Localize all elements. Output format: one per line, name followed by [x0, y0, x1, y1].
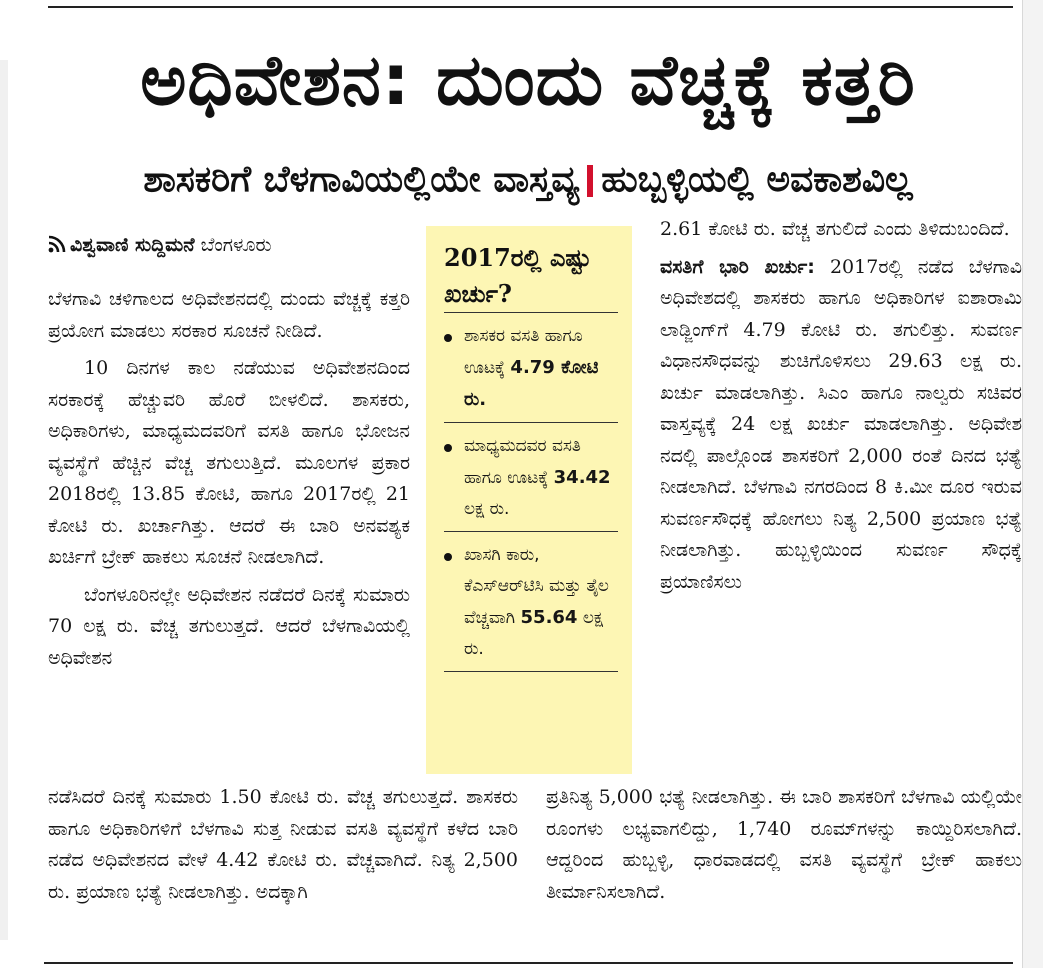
page-right-margin [1022, 0, 1043, 968]
column-3-body: 2017ರಲ್ಲಿ ನಡೆದ ಬೆಳಗಾವಿ ಅಧಿವೇಶದಲ್ಲಿ ಶಾಸಕರು ಹಾಗೂ ಅಧಿಕಾರಿಗಳ ಐಶಾರಾಮಿ ಲಾಡ್ಜಿಂಗ್‌ಗೆ 4.79 ಕೋಟಿ ರು. ತಗುಲಿತ್ತು. ಸುವರ್ಣ ವಿಧಾನಸೌಧವನ್ನು ಶುಚಿಗೊಳಿಸಲು 29.63 ಲಕ್ಷ ರು. ಖರ್ಚು ಮಾಡಲಾಗಿತ್ತು. ಸಿಎಂ ಹಾಗೂ ನಾಲ್ವರು ಸಚಿವರ ವಾಸ್ತವ್ಯಕ್ಕೆ 24 ಲಕ್ಷ ಖರ್ಚು ಮಾಡಲಾಗಿತ್ತು. ಅಧಿವೇಶ ನದಲ್ಲಿ ಪಾಲ್ಗೊಂಡ ಶಾಸಕರಿಗೆ 2,000 ರಂತೆ ದಿನದ ಭತ್ಯೆ ನೀಡಲಾಗಿದೆ. ಬೆಳಗಾವಿ ನಗರದಿಂದ 8 ಕಿ.ಮೀ ದೂರ ಇರುವ ಸುವರ್ಣಸೌಧಕ್ಕೆ ಹೋಗಲು ನಿತ್ಯ 2,500 ಪ್ರಯಾಣ ಭತ್ಯೆ ನೀಡಲಾಗಿತ್ತು. ಹುಬ್ಬಳ್ಳಿಯಿಂದ ಸುವರ್ಣ ಸೌಧಕ್ಕೆ ಪ್ರಯಾಣಿಸಲು [660, 255, 1022, 593]
infobox-item [444, 422, 618, 531]
infobox-item-text: ಶಾಸಕರ ವಸತಿ ಹಾಗೂ ಊಟಕ್ಕೆ [464, 326, 583, 378]
column-3-lead: ವಸತಿಗೆ ಭಾರಿ ಖರ್ಚು: [660, 255, 815, 278]
page-left-shadow [0, 60, 8, 940]
column-1-paragraph-1: ಬೆಳಗಾವಿ ಚಳಿಗಾಲದ ಅಧಿವೇಶನದಲ್ಲಿ ದುಂದು ವೆಚ್ಚಕ್ಕೆ ಕತ್ತರಿ ಪ್ರಯೋಗ ಮಾಡಲು ಸರಕಾರ ಸೂಚನೆ ನೀಡಿದೆ. [48, 288, 410, 342]
column-3-continued [546, 782, 1022, 908]
bullet-icon [444, 553, 452, 561]
infobox-item-suffix: ಲಕ್ಷ ರು. [464, 608, 604, 659]
rss-feed-icon [48, 235, 66, 253]
infobox [426, 226, 632, 774]
infobox-item-amount: 55.64 [520, 607, 578, 628]
bottom-left-paragraph: ನಡೆಸಿದರೆ ದಿನಕ್ಕೆ ಸುಮಾರು 1.50 ಕೋಟಿ ರು. ವೆಚ್ಚ ತಗುಲುತ್ತದೆ. ಶಾಸಕರು ಹಾಗೂ ಅಧಿಕಾರಿಗಳಿಗೆ ಬೆಳಗಾವಿ ಸುತ್ತ ನೀಡುವ ವಸತಿ ವ್ಯವಸ್ಥೆಗೆ ಕಳೆದ ಬಾರಿ ನಡೆದ ಅಧಿವೇಶನದ ವೇಳೆ 4.42 ಕೋಟಿ ರು. ವೆಚ್ಚವಾಗಿದೆ. ನಿತ್ಯ 2,500 ರು. ಪ್ರಯಾಣ ಭತ್ಯೆ ನೀಡಲಾಗಿತ್ತು. ಅದಕ್ಕಾಗಿ [48, 786, 518, 903]
byline-source: ವಿಶ್ವವಾಣಿ ಸುದ್ದಿಮನೆ [70, 234, 195, 256]
infobox-item-amount: 34.42 [553, 467, 611, 488]
infobox-item-amount: 4.79 ಕೋಟಿ ರು. [464, 357, 599, 410]
infobox-item [444, 312, 618, 422]
column-3-paragraph-2 [660, 252, 1022, 599]
bottom-right-paragraph: ಪ್ರತಿನಿತ್ಯ 5,000 ಭತ್ಯೆ ನೀಡಲಾಗಿತ್ತು. ಈ ಬಾರಿ ಶಾಸಕರಿಗೆ ಬೆಳಗಾವಿ ಯಲ್ಲಿಯೇ ರೂಂಗಳು ಲಭ್ಯವಾಗಲಿದ್ದು, 1,740 ರೂಮ್‌ಗಳನ್ನು ಕಾಯ್ದಿರಿಸಲಾಗಿದೆ. ಆದ್ದರಿಂದ ಹುಬ್ಬಳ್ಳಿ, ಧಾರವಾಡದಲ್ಲಿ ವಸತಿ ವ್ಯವಸ್ಥೆಗೆ ಬ್ರೇಕ್ ಹಾಕಲು ತೀರ್ಮಾನಿಸಲಾಗಿದೆ. [546, 786, 1022, 903]
subheadline-right: ಹುಬ್ಬಳ್ಳಿಯಲ್ಲಿ ಅವಕಾಶವಿಲ್ಲ [601, 159, 913, 200]
top-rule [48, 6, 1013, 8]
column-3 [660, 214, 1022, 598]
infobox-title: 2017ರಲ್ಲಿ ಎಷ್ಟು ಖರ್ಚು? [444, 243, 592, 308]
infobox-item-suffix: ಲಕ್ಷ ರು. [464, 499, 510, 519]
byline-place: ಬೆಂಗಳೂರು [200, 234, 272, 256]
subheadline-separator [587, 165, 593, 197]
infobox-item [444, 531, 618, 671]
column-1-paragraph-2: 10 ದಿನಗಳ ಕಾಲ ನಡೆಯುವ ಅಧಿವೇಶನದಿಂದ ಸರಕಾರಕ್ಕೆ ಹೆಚ್ಚುವರಿ ಹೊರೆ ಬೀಳಲಿದೆ. ಶಾಸಕರು, ಅಧಿಕಾರಿಗಳು, ಮಾಧ್ಯಮದವರಿಗೆ ವಸತಿ ಹಾಗೂ ಭೋಜನ ವ್ಯವಸ್ಥೆಗೆ ಹೆಚ್ಚಿನ ವೆಚ್ಚ ತಗುಲುತ್ತಿದೆ. ಮೂಲಗಳ ಪ್ರಕಾರ 2018ರಲ್ಲಿ 13.85 ಕೋಟಿ, ಹಾಗೂ 2017ರಲ್ಲಿ 21 ಕೋಟಿ ರು. ಖರ್ಚಾಗಿತ್ತು. ಆದರೆ ಈ ಬಾರಿ ಅನವಶ್ಯಕ ಖರ್ಚಿಗೆ ಬ್ರೇಕ್ ಹಾಕಲು ಸೂಚನೆ ನೀಡಲಾಗಿದೆ. [48, 357, 410, 568]
bullet-icon [444, 334, 452, 342]
bottom-rule [44, 962, 1013, 964]
column-1-paragraph-3: ಬೆಂಗಳೂರಿನಲ್ಲೇ ಅಧಿವೇಶನ ನಡೆದರೆ ದಿನಕ್ಕೆ ಸುಮಾರು 70 ಲಕ್ಷ ರು. ವೆಚ್ಚ ತಗುಲುತ್ತದೆ. ಆದರೆ ಬೆಳಗಾವಿಯಲ್ಲಿ ಅಧಿವೇಶನ [48, 583, 410, 669]
infobox-item-text: ಖಾಸಗಿ ಕಾರು, ಕೆಎಸ್‌ಆರ್‌ಟಿಸಿ ಮತ್ತು ತೈಲ ವೆಚ್ಚವಾಗಿ [464, 545, 609, 628]
headline: ಅಧಿವೇಶನ: ದುಂದು ವೆಚ್ಚಕ್ಕೆ ಕತ್ತರಿ [140, 39, 916, 121]
byline [48, 232, 418, 258]
infobox-item-text: ಮಾಧ್ಯಮದವರ ವಸತಿ ಹಾಗೂ ಊಟಕ್ಕೆ [464, 436, 581, 488]
column-3-paragraph-1: 2.61 ಕೋಟಿ ರು. ವೆಚ್ಚ ತಗುಲಿದೆ ಎಂದು ತಿಳಿದುಬಂದಿದೆ. [660, 218, 1010, 240]
subheadline-left: ಶಾಸಕರಿಗೆ ಬೆಳಗಾವಿಯಲ್ಲಿಯೇ ವಾಸ್ತವ್ಯ [143, 159, 580, 200]
column-1-continued [48, 782, 518, 908]
subheadline [48, 144, 1008, 216]
column-1 [48, 284, 410, 674]
infobox-end-rule [444, 671, 618, 672]
bullet-icon [444, 444, 452, 452]
